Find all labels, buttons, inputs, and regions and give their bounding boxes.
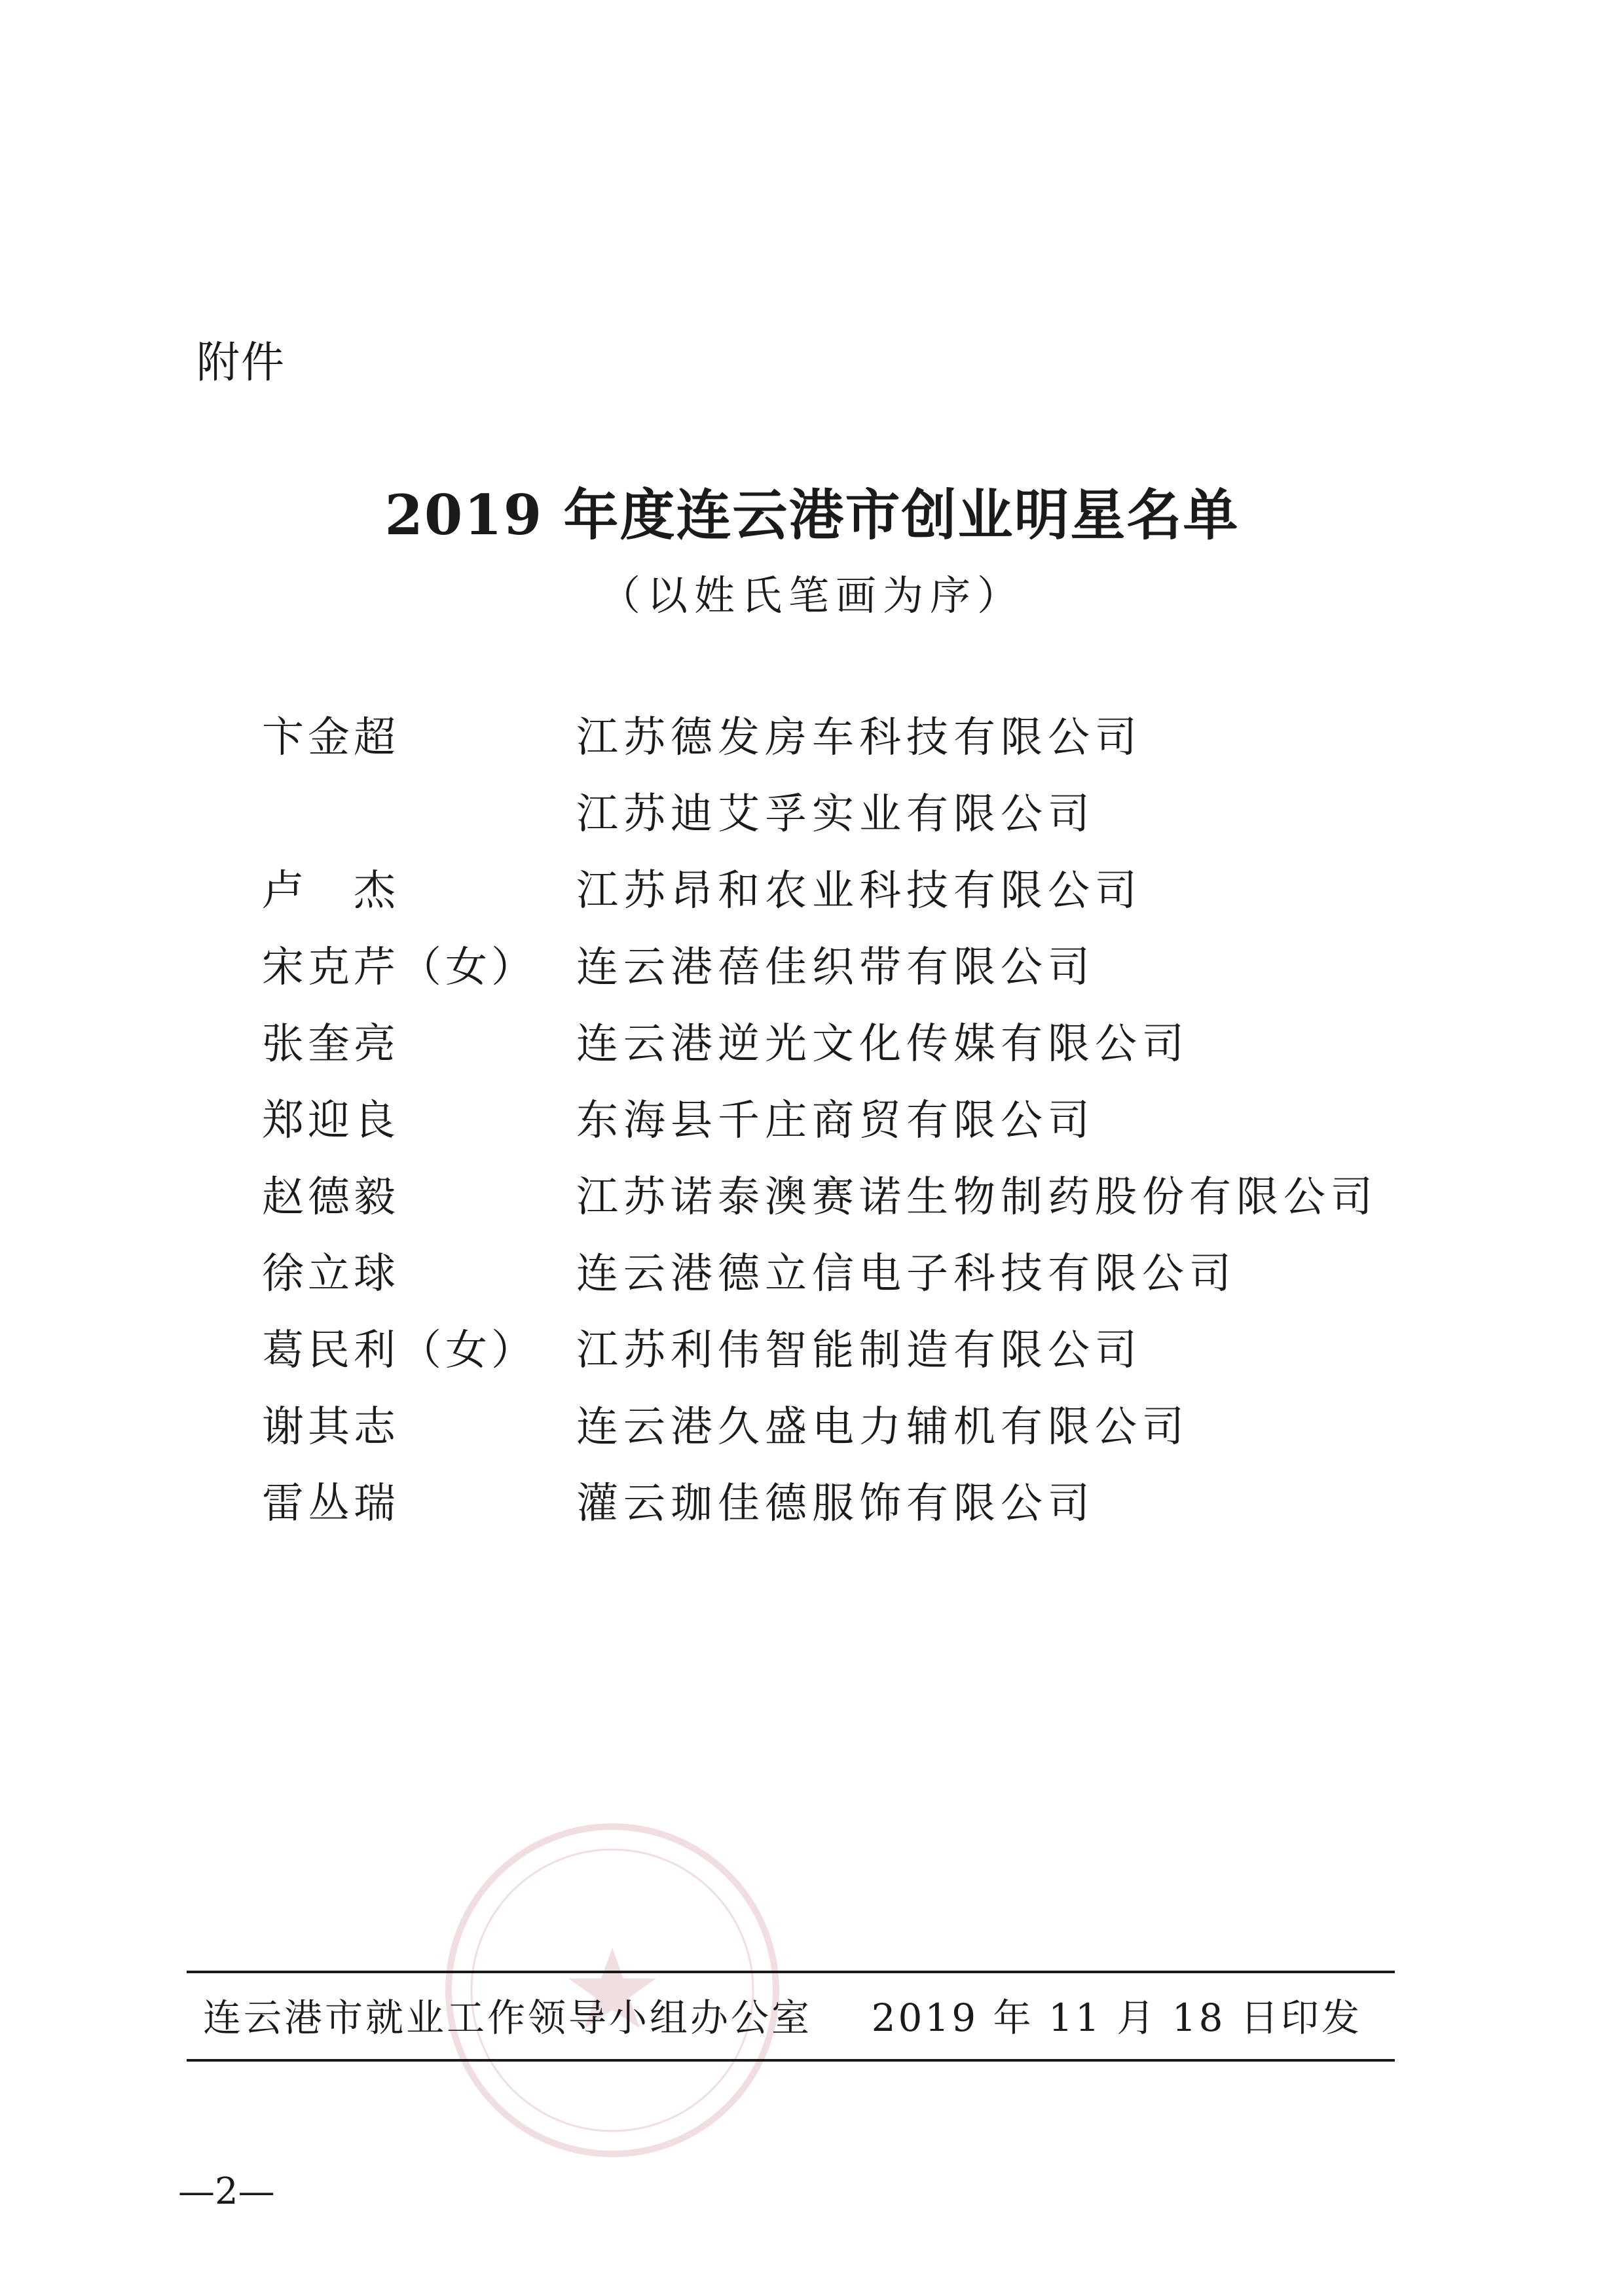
person-name: 卞金超: [262, 714, 399, 762]
person-name: 雷丛瑞: [262, 1480, 399, 1528]
list-item: [262, 1317, 1441, 1393]
company-name: 江苏昂和农业科技有限公司: [576, 867, 1142, 915]
person-name: 张奎亮: [262, 1020, 399, 1068]
company-name: 江苏迪艾孚实业有限公司: [576, 790, 1095, 839]
person-name: 郑迎良: [262, 1097, 399, 1145]
person-name: 葛民利（女）: [262, 1326, 537, 1375]
list-item: [262, 780, 1441, 857]
footer-rule-top: [187, 1971, 1395, 1973]
list-item: [262, 934, 1441, 1010]
list-item: [262, 1240, 1441, 1317]
company-name: 江苏德发房车科技有限公司: [576, 714, 1142, 762]
list-item: [262, 1393, 1441, 1470]
list-item: [262, 1470, 1441, 1546]
company-name: 江苏诺泰澳赛诺生物制药股份有限公司: [576, 1173, 1378, 1222]
issue-date: 2019 年 11 月 18 日印发: [871, 1995, 1362, 2040]
company-name: 连云港德立信电子科技有限公司: [576, 1250, 1236, 1298]
company-name: 东海县千庄商贸有限公司: [576, 1097, 1095, 1145]
issuer-name: 连云港市就业工作领导小组办公室: [203, 1995, 813, 2040]
attachment-label: 附件: [196, 337, 286, 388]
company-name: 连云港久盛电力辅机有限公司: [576, 1403, 1189, 1451]
person-name: 谢其志: [262, 1403, 399, 1451]
person-name: 宋克芹（女）: [262, 943, 537, 992]
page-number: —2—: [178, 2170, 275, 2213]
footer-rule-bottom: [187, 2059, 1395, 2062]
list-item: [262, 704, 1441, 780]
company-name: 灌云珈佳德服饰有限公司: [576, 1480, 1095, 1528]
person-name: 赵德毅: [262, 1173, 399, 1222]
person-name: 卢 杰: [262, 867, 399, 915]
list-item: [262, 1087, 1441, 1163]
document-subtitle: （以姓氏笔画为序）: [599, 572, 1024, 619]
document-title: 2019 年度连云港市创业明星名单: [384, 483, 1240, 547]
person-name: 徐立球: [262, 1250, 399, 1298]
list-item: [262, 857, 1441, 934]
list-item: [262, 1163, 1441, 1240]
company-name: 江苏利伟智能制造有限公司: [576, 1326, 1142, 1375]
honoree-list: [262, 704, 1441, 1546]
list-item: [262, 1010, 1441, 1087]
company-name: 连云港蓓佳织带有限公司: [576, 943, 1095, 992]
company-name: 连云港逆光文化传媒有限公司: [576, 1020, 1189, 1068]
